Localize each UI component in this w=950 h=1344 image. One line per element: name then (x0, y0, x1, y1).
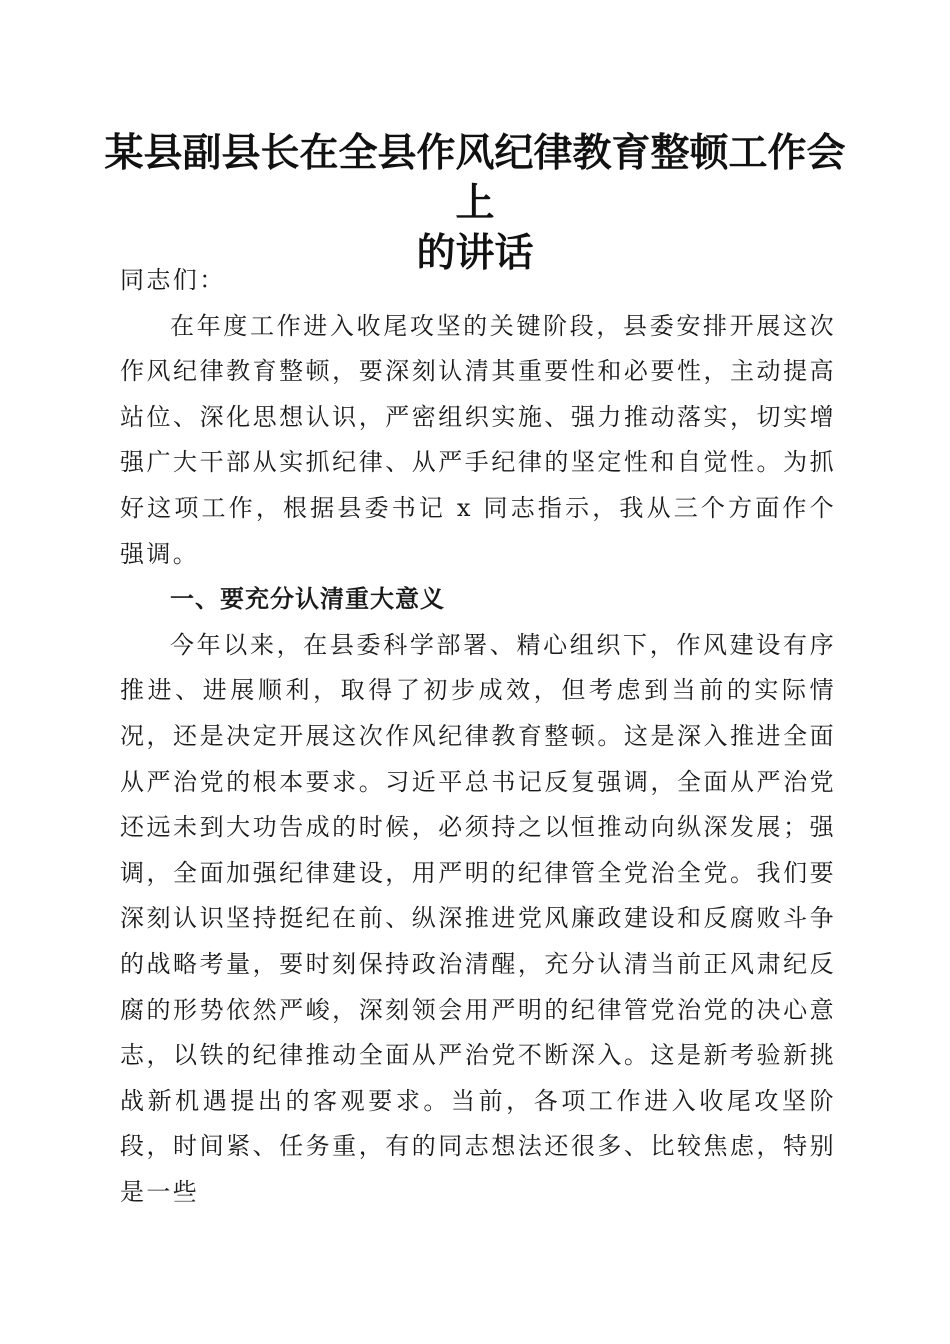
title-line-1: 某县副县长在全县作风纪律教育整顿工作会上 (104, 130, 846, 226)
intro-paragraph: 在年度工作进入收尾攻坚的关键阶段，县委安排开展这次作风纪律教育整顿，要深刻认清其重要性和必要性，主动提高站位、深化思想认识，严密组织实施、强力推动落实，切实增强广大干部从实抓纪律、从严手纪律的坚定性和自觉性。为抓好这项工作，根据县委书记 x 同志指示，我从三个方面作个强调。 (120, 311, 836, 568)
document-title (100, 128, 850, 278)
section-paragraph-1: 今年以来，在县委科学部署、精心组织下，作风建设有序推进、进展顺利，取得了初步成效，但考虑到当前的实际情况，还是决定开展这次作风纪律教育整顿。这是深入推进全面从严治党的根本要求。习近平总书记反复强调，全面从严治党还远未到大功告成的时候，必须持之以恒推动向纵深发展；强调，全面加强纪律建设，用严明的纪律管全党治全党。我们要深刻认识坚持挺纪在前、纵深推进党风廉政建设和反腐败斗争的战略考量，要时刻保持政治清醒，充分认清当前正风肃纪反腐的形势依然严峻，深刻领会用严明的纪律管党治党的决心意志，以铁的纪律推动全面从严治党不断深入。这是新考验新挑战新机遇提出的客观要求。当前，各项工作进入收尾攻坚阶段，时间紧、任务重，有的同志想法还很多、比较焦虑，特别是一些 (120, 630, 836, 1206)
salutation: 同志们： (120, 266, 226, 294)
section-heading-1: 一、要充分认清重大意义 (170, 585, 445, 614)
title-line-2: 的讲话 (416, 230, 534, 276)
document-body (120, 258, 836, 1215)
